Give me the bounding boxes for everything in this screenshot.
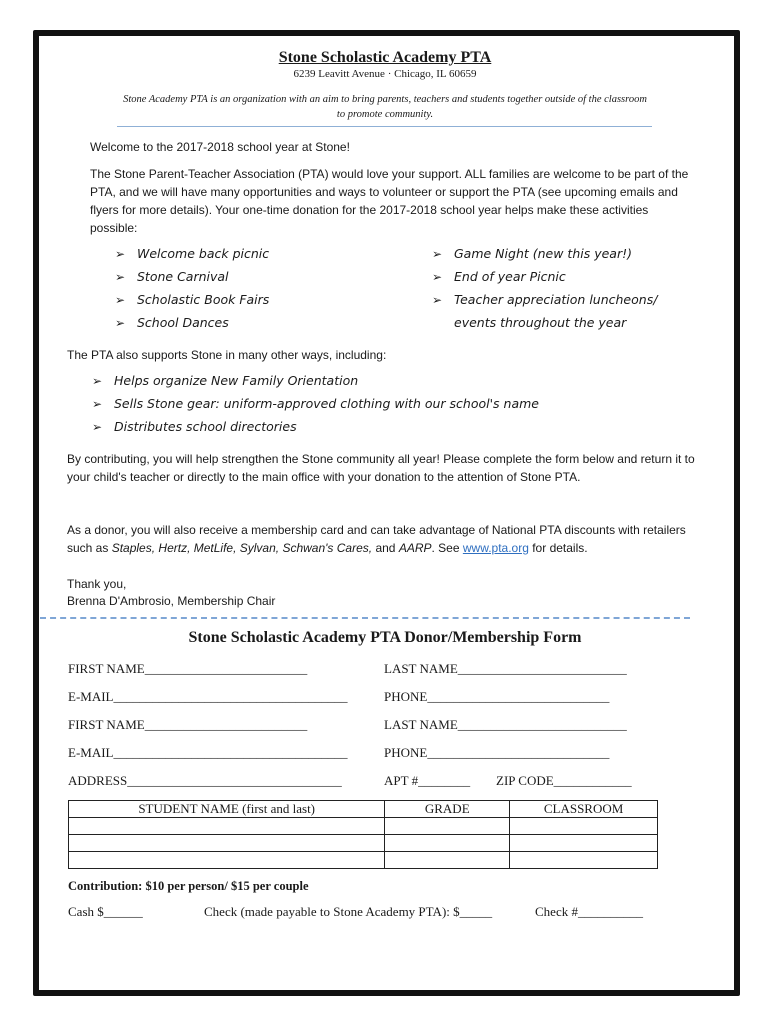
list-item: ➢ Sells Stone gear: uniform-approved clothing with our school's name <box>92 396 539 411</box>
classroom-cell[interactable] <box>510 818 658 835</box>
apt-field[interactable]: APT #________ <box>384 773 471 788</box>
arrow-bullet-icon: ➢ <box>432 293 443 307</box>
classroom-cell[interactable] <box>510 852 658 869</box>
list-item: ➢ Distributes school directories <box>92 419 297 434</box>
arrow-bullet-icon: ➢ <box>92 397 103 411</box>
check-number-field[interactable]: Check #__________ <box>535 904 643 919</box>
mission-statement: Stone Academy PTA is an organization with an aim to bring parents, teachers and students together outside of the classroom to promote community. <box>123 94 647 120</box>
table-header-row <box>69 801 658 818</box>
list-item: ➢ School Dances <box>115 315 229 330</box>
contribute-paragraph: By contributing, you will help strengthen the Stone community all year! Please complete the form below and return it to your child's teacher or directly to the main office with your donation to the attention of Stone PTA. <box>67 452 695 484</box>
last-name-field-2[interactable]: LAST NAME__________________________ <box>384 717 627 732</box>
also-supports-text: The PTA also supports Stone in many other ways, including: <box>67 348 387 362</box>
arrow-bullet-icon: ➢ <box>92 420 103 434</box>
list-item: ➢ Scholastic Book Fairs <box>115 292 270 307</box>
list-item: ➢ Game Night (new this year!) <box>432 246 632 261</box>
list-item-continuation: events throughout the year <box>454 315 627 330</box>
school-address: 6239 Leavitt Avenue · Chicago, IL 60659 <box>293 68 477 80</box>
column-header-classroom: CLASSROOM <box>510 801 658 818</box>
grade-cell[interactable] <box>385 835 510 852</box>
arrow-bullet-icon: ➢ <box>115 316 126 330</box>
header-divider <box>117 126 652 127</box>
first-name-field-2[interactable]: FIRST NAME_________________________ <box>68 717 308 732</box>
arrow-bullet-icon: ➢ <box>115 270 126 284</box>
first-name-field-1[interactable]: FIRST NAME_________________________ <box>68 661 308 676</box>
pta-website-link[interactable]: www.pta.org <box>462 541 529 555</box>
grade-cell[interactable] <box>385 818 510 835</box>
column-header-student-name: STUDENT NAME (first and last) <box>69 801 385 818</box>
list-item: ➢ End of year Picnic <box>432 269 566 284</box>
arrow-bullet-icon: ➢ <box>432 270 443 284</box>
list-item: ➢ Stone Carnival <box>115 269 229 284</box>
arrow-bullet-icon: ➢ <box>115 293 126 307</box>
welcome-text: Welcome to the 2017-2018 school year at Stone! <box>90 140 350 154</box>
column-header-grade: GRADE <box>385 801 510 818</box>
list-item: ➢ Welcome back picnic <box>115 246 270 261</box>
phone-field-2[interactable]: PHONE____________________________ <box>384 745 610 760</box>
phone-field-1[interactable]: PHONE____________________________ <box>384 689 610 704</box>
table-row <box>69 818 658 835</box>
student-table <box>68 800 658 869</box>
arrow-bullet-icon: ➢ <box>92 374 103 388</box>
email-field-2[interactable]: E-MAIL____________________________________ <box>68 745 348 760</box>
classroom-cell[interactable] <box>510 835 658 852</box>
cash-field[interactable]: Cash $______ <box>68 904 143 919</box>
email-field-1[interactable]: E-MAIL____________________________________ <box>68 689 348 704</box>
signature-text: Brenna D'Ambrosio, Membership Chair <box>67 594 276 608</box>
arrow-bullet-icon: ➢ <box>432 247 443 261</box>
form-title: Stone Scholastic Academy PTA Donor/Membership Form <box>188 629 582 646</box>
grade-cell[interactable] <box>385 852 510 869</box>
donor-paragraph: As a donor, you will also receive a membership card and can take advantage of National PTA discounts with retailers such as Staples, Hertz, MetLife, Sylvan, Schwan's Cares, and AARP. See www.pta.org for details. <box>67 523 686 555</box>
address-field[interactable]: ADDRESS_________________________________ <box>68 773 342 788</box>
closing-text: Thank you, <box>67 577 127 591</box>
page-title: Stone Scholastic Academy PTA <box>278 49 492 66</box>
cut-line <box>40 617 690 619</box>
table-row <box>69 835 658 852</box>
check-amount-field[interactable]: Check (made payable to Stone Academy PTA): $_____ <box>204 904 493 919</box>
student-name-cell[interactable] <box>69 852 385 869</box>
last-name-field-1[interactable]: LAST NAME__________________________ <box>384 661 627 676</box>
list-item: ➢ Teacher appreciation luncheons/ <box>432 292 658 307</box>
table-row <box>69 852 658 869</box>
student-name-cell[interactable] <box>69 818 385 835</box>
contribution-text: Contribution: $10 per person/ $15 per couple <box>68 879 309 893</box>
student-name-cell[interactable] <box>69 835 385 852</box>
zip-code-field[interactable]: ZIP CODE____________ <box>496 773 632 788</box>
list-item: ➢ Helps organize New Family Orientation <box>92 373 359 388</box>
intro-paragraph: The Stone Parent-Teacher Association (PTA) would love your support. ALL families are welcome to be part of the PTA, and we will have many opportunities and ways to volunteer or support the PTA (see upcoming emails and flyers for more details). Your one-time donation for the 2017-2018 school year helps make these activities possible: <box>90 167 689 235</box>
arrow-bullet-icon: ➢ <box>115 247 126 261</box>
